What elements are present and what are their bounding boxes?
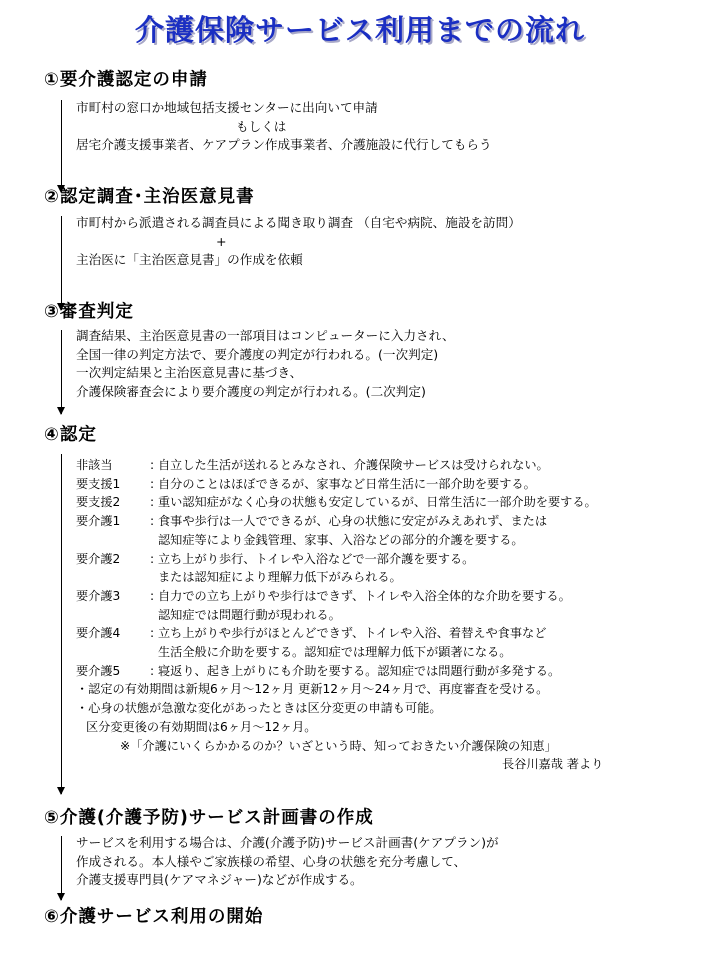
care-level-description: 自分のことはほぼできるが、家事など日常生活に一部介助を要する。	[158, 476, 536, 491]
step-2-heading: ②認定調査･主治医意見書	[44, 187, 255, 207]
step-2-line: 主治医に「主治医意見書」の作成を依頼	[76, 252, 303, 268]
flow-arrow-2	[61, 216, 62, 310]
validity-note: ・認定の有効期間は新規6ヶ月～12ヶ月 更新12ヶ月～24ヶ月で、再度審査を受ける。	[76, 682, 549, 697]
step-5-line: サービスを利用する場合は、介護(介護予防)サービス計画書(ケアプラン)が	[76, 835, 499, 850]
step-2-line: +	[216, 233, 227, 249]
care-level-colon: :	[150, 626, 155, 641]
care-level-description-cont: 生活全般に介助を要する。認知症では理解力低下が顕著になる。	[158, 645, 512, 660]
step-3-line: 調査結果、主治医意見書の一部項目はコンピューターに入力され、	[76, 328, 455, 343]
flow-arrow-5	[61, 836, 62, 900]
care-level-row	[76, 662, 603, 681]
flow-arrow-1	[61, 100, 62, 192]
care-level-label: 要介護5	[76, 663, 121, 678]
care-level-description: 寝返り、起き上がりにも介助を要する。認知症では問題行動が多発する。	[158, 663, 561, 678]
step-4-heading: ④認定	[44, 425, 97, 445]
step-5-heading: ⑤介護(介護予防)サービス計画書の作成	[44, 808, 374, 828]
step-2-body	[76, 214, 521, 270]
care-level-row	[76, 475, 603, 494]
care-level-label: 要支援1	[76, 476, 121, 491]
step-3-line: 全国一律の判定方法で、要介護度の判定が行われる。(一次判定)	[76, 346, 439, 362]
care-level-description: 立ち上がりや歩行がほとんどできず、トイレや入浴、着替えや食事など	[158, 626, 547, 641]
care-level-description: 重い認知症がなく心身の状態も安定しているが、日常生活に一部介助を要する。	[158, 495, 597, 510]
step-3-heading: ③審査判定	[44, 302, 134, 322]
validity-note: 区分変更後の有効期間は6ヶ月～12ヶ月。	[86, 719, 317, 734]
care-level-colon: :	[150, 663, 155, 678]
care-level-row	[76, 512, 603, 531]
care-level-label: 非該当	[76, 458, 113, 472]
care-level-description: 食事や歩行は一人でできるが、心身の状態に安定がみえあれず、または	[158, 514, 548, 529]
step-3-line: 一次判定結果と主治医意見書に基づき、	[76, 365, 303, 381]
care-level-label: 要介護4	[76, 626, 121, 641]
care-level-row	[76, 550, 603, 569]
care-level-description-cont: 認知症等により金銭管理、家事、入浴などの部分的介護を要する。	[158, 532, 524, 547]
care-level-description-cont: 認知症では問題行動が現われる。	[158, 607, 341, 622]
step-3-body	[76, 327, 455, 401]
step-2-line: 市町村から派遣される調査員による聞き取り調査 （自宅や病院、施設を訪問）	[76, 215, 521, 230]
care-level-colon: :	[150, 476, 155, 491]
care-level-colon: :	[150, 495, 155, 510]
care-level-label: 要介護2	[76, 551, 121, 566]
source-citation: ※「介護にいくらかかるのか？いざという時、知っておきたい介護保険の知恵」	[120, 738, 557, 753]
care-level-description: 立ち上がり歩行、トイレや入浴などで一部介護を要する。	[158, 551, 475, 566]
care-level-colon: :	[150, 458, 155, 472]
care-level-label: 要介護1	[76, 514, 121, 529]
step-1-line: 市町村の窓口か地域包括支援センターに出向いて申請	[76, 100, 378, 115]
page-title: 介護保険サービス利用までの流れ	[134, 13, 585, 47]
step-5-line: 作成される。本人様やご家族様の希望、心身の状態を充分考慮して、	[76, 853, 467, 869]
flow-arrow-3	[61, 330, 62, 414]
step-1-heading: ①要介護認定の申請	[44, 70, 208, 90]
care-level-row	[76, 493, 603, 512]
step-5-line: 介護支援専門員(ケアマネジャー)などが作成する。	[76, 872, 363, 888]
step-6-heading: ⑥介護サービス利用の開始	[44, 907, 264, 927]
care-level-row	[76, 624, 603, 643]
validity-note: ・心身の状態が急激な変化があったときは区分変更の申請も可能。	[76, 701, 442, 716]
care-level-colon: :	[150, 551, 155, 566]
care-level-colon: :	[150, 588, 155, 603]
care-level-description-cont: または認知症により理解力低下がみられる。	[158, 570, 402, 585]
source-author: 長谷川嘉哉 著より	[502, 757, 604, 772]
step-5-body	[76, 834, 499, 890]
care-level-row	[76, 587, 603, 606]
step-1-line: もしくは	[236, 118, 287, 134]
care-level-description: 自立した生活が送れるとみなされ、介護保険サービスは受けられない。	[158, 458, 549, 472]
step-1-line: 居宅介護支援事業者、ケアプラン作成事業者、介護施設に代行してもらう	[76, 137, 492, 153]
step-4-body	[76, 456, 603, 774]
care-level-row	[76, 456, 603, 475]
step-1-body	[76, 99, 492, 155]
care-level-label: 要支援2	[76, 495, 121, 510]
flow-arrow-4	[61, 454, 62, 794]
care-level-label: 要介護3	[76, 588, 121, 603]
care-level-colon: :	[150, 514, 155, 529]
step-3-line: 介護保険審査会により要介護度の判定が行われる。(二次判定)	[76, 383, 426, 399]
care-level-description: 自力での立ち上がりや歩行はできず、トイレや入浴全体的な介助を要する。	[158, 588, 571, 603]
